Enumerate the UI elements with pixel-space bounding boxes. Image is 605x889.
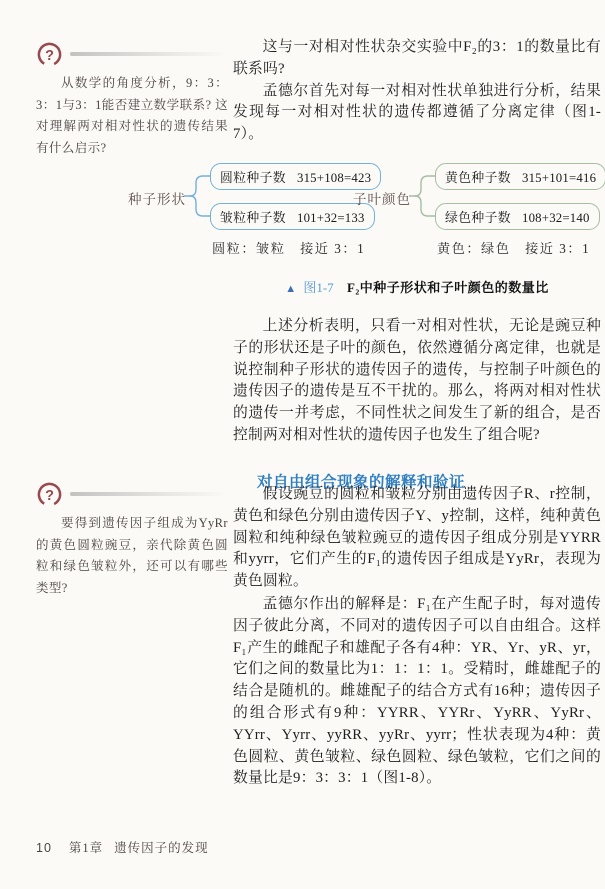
data-box-green-seeds	[435, 203, 600, 230]
page-number: 10	[36, 841, 52, 855]
question-icon	[36, 41, 63, 68]
figure-group-cotyledon-color	[353, 158, 603, 258]
figure-group-seed-shape	[128, 158, 378, 258]
note-header	[36, 480, 228, 508]
section-heading: 对自由组合现象的解释和验证	[257, 473, 466, 491]
box-value: 108+32=140	[521, 211, 590, 225]
paragraph: 这与一对相对性状杂交实验中F₂的3：1的数量比有联系吗?	[233, 39, 601, 77]
question-icon	[36, 481, 63, 508]
ratio-text: 黄色：绿色 接近 3：1	[437, 241, 591, 256]
caption-figure-number: 图1-7	[303, 280, 334, 295]
chapter-number: 第1章	[68, 841, 104, 855]
note-divider-rule	[70, 492, 228, 496]
margin-note-text: 从数学的角度分析，9：3：3：1与3：1能否建立数学联系? 这对理解两对相对性状的遗传结果有什么启示?	[36, 76, 228, 156]
box-label: 圆粒种子数	[220, 171, 286, 185]
caption-triangle-icon: ▲	[285, 283, 297, 295]
bracket-connector	[409, 158, 435, 234]
question-mark-glyph: ?	[45, 47, 54, 64]
box-label: 黄色种子数	[445, 171, 511, 185]
box-value: 315+108=423	[296, 171, 372, 185]
paragraph: 假设豌豆的圆粒和皱粒分别由遗传因子R、r控制，黄色和绿色分别由遗传因子Y、y控制，这样，纯种黄色圆粒和纯种绿色皱粒豌豆的遗传因子组成分别是YYRR和yyrr，它们产生的F₁的遗传因子组成是YyRr，表现为黄色圆粒。	[233, 486, 601, 590]
paragraph: 上述分析表明，只看一对相对性状，无论是豌豆种子的形状还是子叶的颜色，依然遵循分离定律，也就是说控制种子形状的遗传因子的遗传，与控制子叶颜色的遗传因子的遗传是互不干扰的。那么，将两对相对性状的遗传一并考虑，不同性状之间发生了新的组合，是否控制两对相对性状的遗传因子也发生了组合呢?	[233, 318, 601, 443]
chapter-title: 遗传因子的发现	[114, 841, 209, 855]
figure-caption	[233, 277, 601, 296]
box-label: 绿色种子数	[445, 211, 511, 225]
paragraph: 孟德尔作出的解释是：F₁在产生配子时，每对遗传因子彼此分离，不同对的遗传因子可以自由组合。这样F₁产生的雌配子和雄配子各有4种：YR、Yr、yR、yr，它们之间的数量比为1：1：1：1。受精时，雌雄配子的结合是随机的。雌雄配子的结合方式有16种；遗传因子的组合形式有9种：YYRR、YYRr、YyRR、YyRr、YYrr、Yyrr、yyRR、yyRr、yyrr；性状表现为4种：黄色圆粒、黄色皱粒、绿色圆粒、绿色皱粒，它们之间的数量比是9：3：3：1（图1-8）。	[233, 596, 601, 787]
box-value: 315+101=416	[521, 171, 597, 185]
intro-paragraphs	[233, 37, 601, 146]
note-divider-rule	[70, 52, 228, 56]
box-value: 101+32=133	[296, 211, 365, 225]
figure-group-label: 子叶颜色	[353, 192, 411, 207]
mendel-explanation-paragraph	[233, 594, 601, 790]
caption-text: F₂中种子形状和子叶颜色的数量比	[346, 280, 549, 295]
margin-note-math-question	[36, 40, 228, 160]
bracket-connector	[184, 158, 210, 234]
analysis-paragraph	[233, 316, 601, 447]
ratio-text: 圆粒：皱粒 接近 3：1	[212, 241, 366, 256]
box-label: 皱粒种子数	[220, 211, 286, 225]
hypothesis-paragraph	[233, 484, 601, 593]
margin-note-genotype-question	[36, 480, 228, 600]
data-box-yellow-seeds	[435, 163, 605, 190]
note-header	[36, 40, 228, 68]
data-box-wrinkled-seeds	[210, 203, 375, 230]
page-footer	[36, 838, 209, 856]
margin-note-text: 要得到遗传因子组成为YyRr的黄色圆粒豌豆，亲代除黄色圆粒和绿色皱粒外，还可以有哪些类型?	[36, 516, 228, 596]
question-mark-glyph: ?	[45, 487, 54, 504]
figure-group-label: 种子形状	[128, 192, 186, 207]
paragraph: 孟德尔首先对每一对相对性状单独进行分析，结果发现每一对相对性状的遗传都遵循了分离定律（图1-7）。	[233, 82, 601, 143]
